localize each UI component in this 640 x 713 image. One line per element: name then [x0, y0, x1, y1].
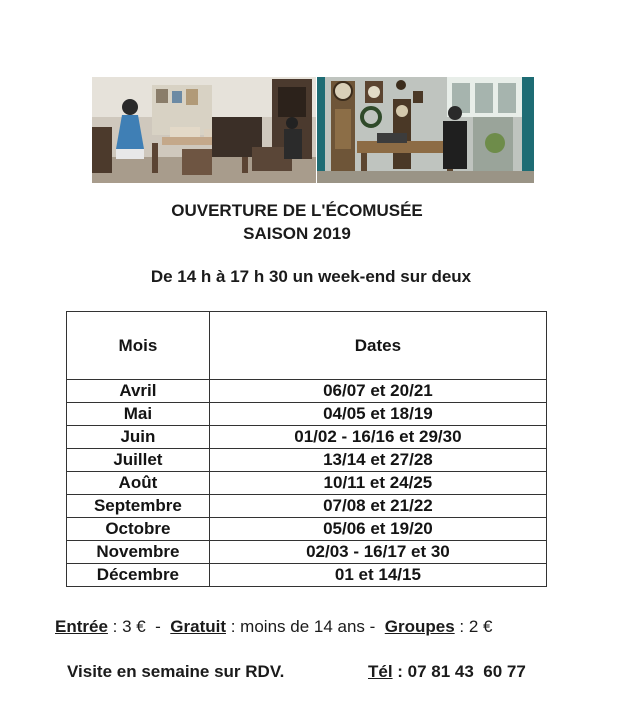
table-row — [67, 541, 547, 564]
dates-cell: 13/14 et 27/28 — [209, 449, 546, 472]
entry-label: Entrée — [55, 617, 108, 636]
table-row — [67, 426, 547, 449]
table-row — [67, 495, 547, 518]
pricing-line — [55, 617, 615, 637]
opening-hours: De 14 h à 17 h 30 un week-end sur deux — [150, 267, 472, 286]
table-row — [67, 472, 547, 495]
phone-block — [368, 662, 526, 682]
month-cell: Décembre — [67, 564, 210, 587]
page-title: OUVERTURE DE L'ÉCOMUSÉE — [171, 201, 423, 220]
dates-cell: 01 et 14/15 — [209, 564, 546, 587]
phone-label: Tél — [368, 662, 393, 681]
dates-cell: 10/11 et 24/25 — [209, 472, 546, 495]
month-cell: Novembre — [67, 541, 210, 564]
month-cell: Juin — [67, 426, 210, 449]
visit-text: Visite en semaine sur RDV. — [67, 662, 285, 681]
table-row — [67, 518, 547, 541]
group-value: : 2 € — [454, 617, 493, 636]
group-label: Groupes — [384, 617, 455, 636]
dates-cell: 05/06 et 19/20 — [209, 518, 546, 541]
table-row — [67, 449, 547, 472]
month-cell: Octobre — [67, 518, 210, 541]
phone-number: : 07 81 43 60 77 — [392, 662, 526, 681]
month-cell: Mai — [67, 403, 210, 426]
dates-cell: 07/08 et 21/22 — [209, 495, 546, 518]
museum-interior-photo — [92, 77, 316, 183]
museum-clocks-photo — [317, 77, 534, 183]
entry-value: : 3 € - — [107, 617, 171, 636]
contact-line — [67, 662, 627, 682]
dates-cell: 06/07 et 20/21 — [209, 380, 546, 403]
dates-cell: 01/02 - 16/16 et 29/30 — [209, 426, 546, 449]
column-header-month: Mois — [67, 312, 210, 380]
table-row — [67, 564, 547, 587]
column-header-dates: Dates — [209, 312, 546, 380]
month-cell: Septembre — [67, 495, 210, 518]
dates-cell: 02/03 - 16/17 et 30 — [209, 541, 546, 564]
table-row — [67, 380, 547, 403]
month-cell: Août — [67, 472, 210, 495]
dates-cell: 04/05 et 18/19 — [209, 403, 546, 426]
table-header-row — [67, 312, 547, 380]
month-cell: Avril — [67, 380, 210, 403]
free-value: : moins de 14 ans - — [226, 617, 385, 636]
month-cell: Juillet — [67, 449, 210, 472]
table-row — [67, 403, 547, 426]
free-label: Gratuit — [170, 617, 227, 636]
season-title: SAISON 2019 — [243, 224, 351, 243]
schedule-table — [66, 311, 547, 587]
